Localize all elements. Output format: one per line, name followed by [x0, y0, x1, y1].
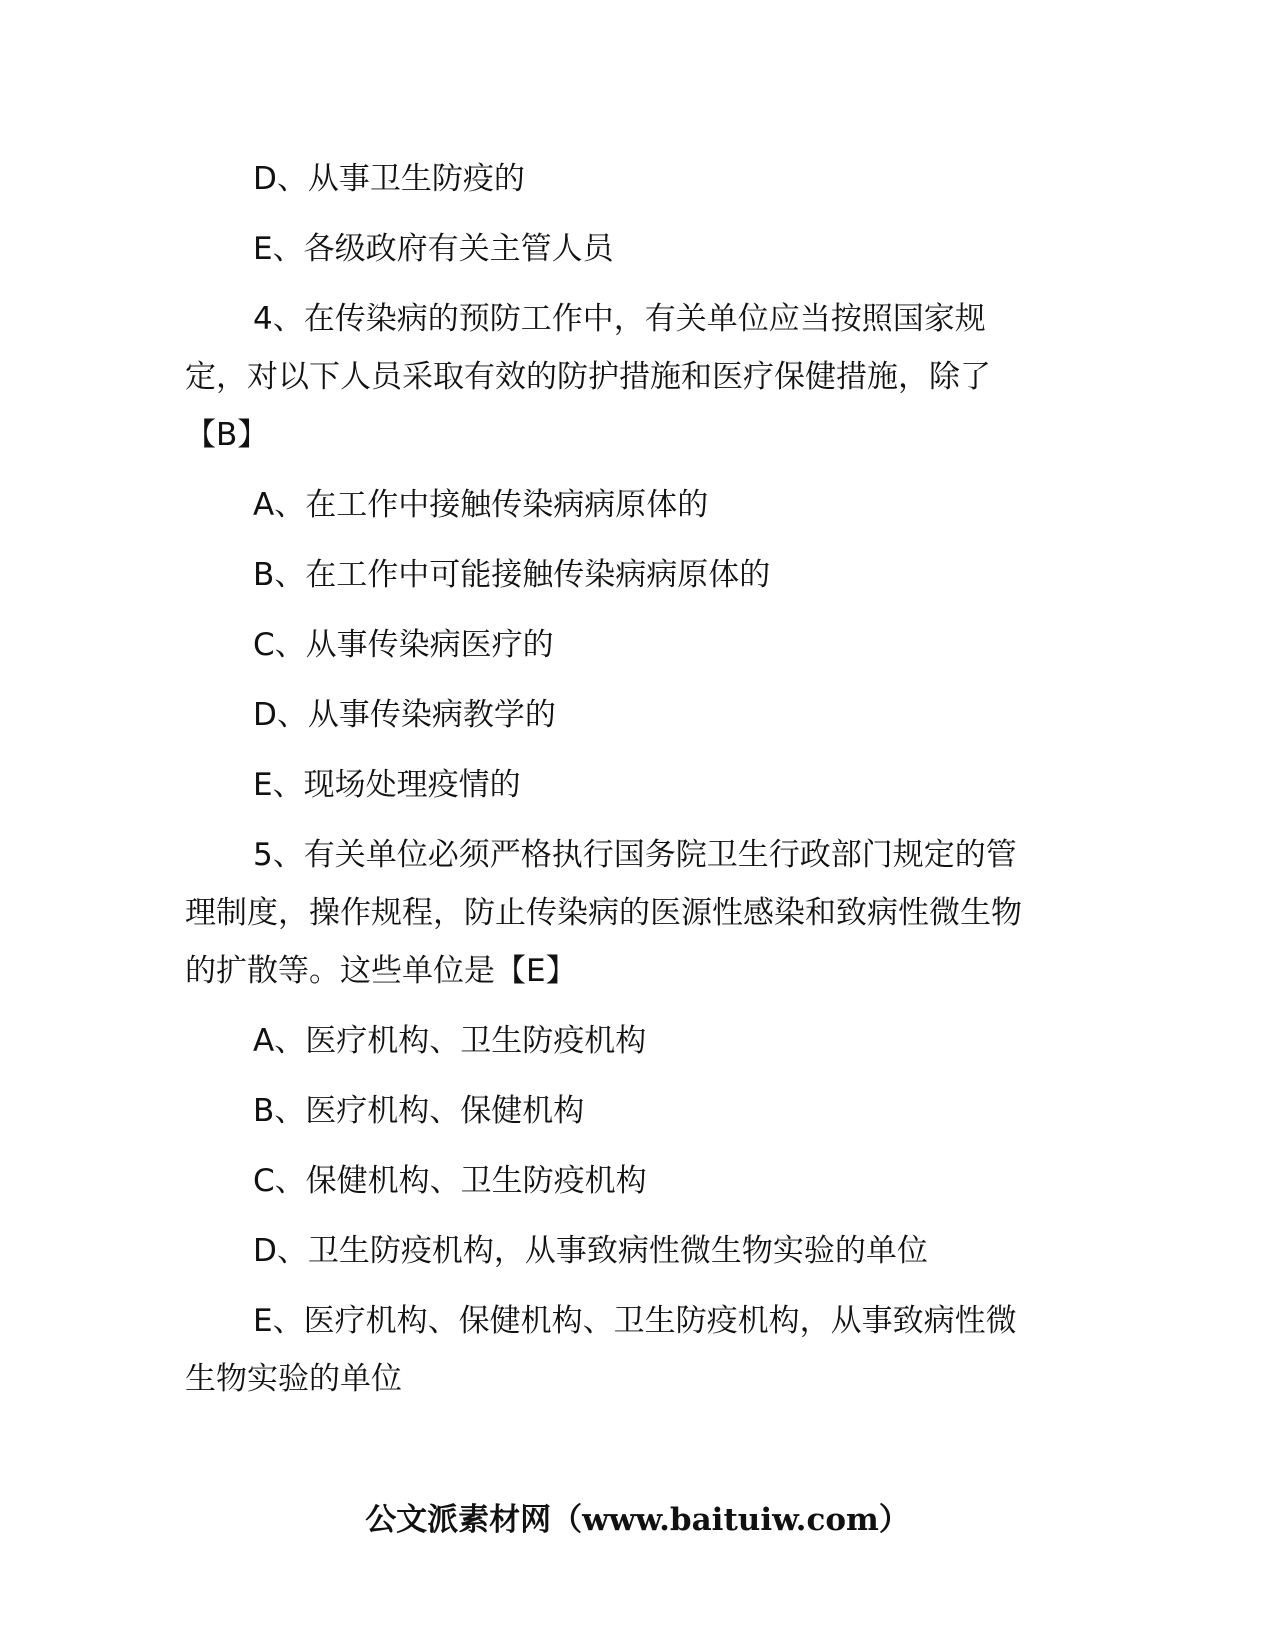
question-5 — [185, 826, 1090, 1000]
q5-option-e-line-2: 生物实验的单位 — [185, 1361, 402, 1397]
q3-option-e: E、各级政府有关主管人员 — [253, 231, 614, 267]
question-4-answer: 【B】 — [185, 417, 269, 453]
q4-option-d: D、从事传染病教学的 — [253, 697, 556, 733]
q3-option-d: D、从事卫生防疫的 — [253, 161, 525, 197]
q5-option-e — [185, 1292, 1090, 1408]
q4-option-e: E、现场处理疫情的 — [253, 767, 521, 803]
question-4 — [185, 290, 1090, 464]
question-4-line-2: 定，对以下人员采取有效的防护措施和医疗保健措施，除了 — [185, 359, 991, 395]
q4-option-b: B、在工作中可能接触传染病病原体的 — [253, 557, 771, 593]
footer-watermark: 公文派素材网（www.baituiw.com） — [365, 1502, 910, 1538]
question-5-line-1: 5、有关单位必须严格执行国务院卫生行政部门规定的管 — [253, 837, 1017, 873]
question-4-line-1: 4、在传染病的预防工作中，有关单位应当按照国家规 — [253, 301, 986, 337]
q4-option-c: C、从事传染病医疗的 — [253, 627, 554, 663]
q5-option-b: B、医疗机构、保健机构 — [253, 1093, 585, 1129]
question-5-line-2: 理制度，操作规程，防止传染病的医源性感染和致病性微生物 — [185, 895, 1022, 931]
q5-option-c: C、保健机构、卫生防疫机构 — [253, 1163, 647, 1199]
q4-option-a: A、在工作中接触传染病病原体的 — [253, 487, 709, 523]
q5-option-a: A、医疗机构、卫生防疫机构 — [253, 1023, 647, 1059]
document-body — [185, 150, 1090, 1420]
q5-option-e-line-1: E、医疗机构、保健机构、卫生防疫机构，从事致病性微 — [253, 1303, 1017, 1339]
q5-option-d: D、卫生防疫机构，从事致病性微生物实验的单位 — [253, 1233, 928, 1269]
question-5-line-3: 的扩散等。这些单位是【E】 — [185, 953, 577, 989]
